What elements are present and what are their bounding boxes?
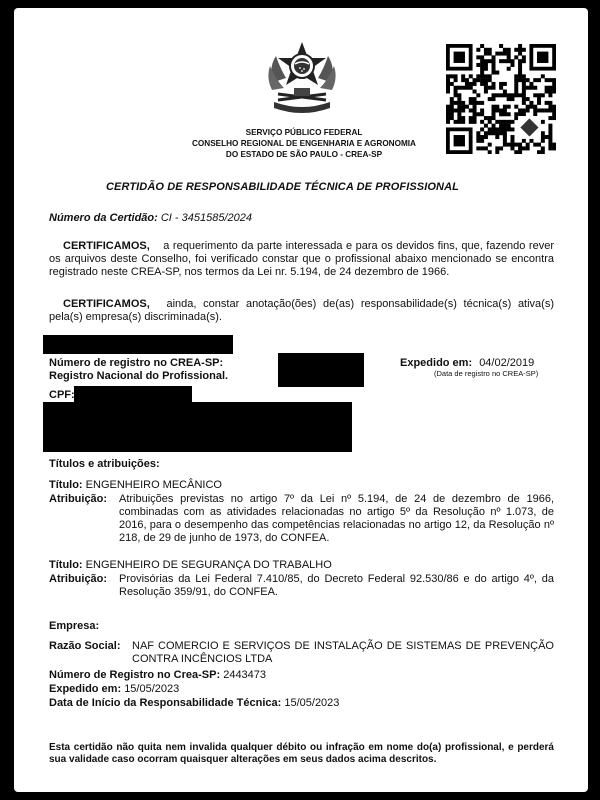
- certify-text-2: ainda, constar anotação(ões) de(as) responsabilidade(s) técnica(s) ativa(s) pela(s) empresa(s) discriminada(s).: [49, 298, 555, 323]
- company-registration: [49, 669, 266, 682]
- certify-paragraph-2: [49, 298, 554, 324]
- registration-issued-label: Expedido em:: [400, 357, 473, 369]
- title-1: [49, 479, 222, 492]
- header-line-3: DO ESTADO DE SÃO PAULO - CREA-SP: [225, 150, 383, 159]
- company-issued-label: Expedido em:: [49, 683, 122, 695]
- titles-heading: Títulos e atribuições:: [49, 458, 160, 470]
- registration-issued-note: (Data de registro no CREA-SP): [434, 369, 539, 378]
- certify-lead-1: CERTIFICAMOS,: [63, 240, 150, 252]
- redacted-personal-data: [43, 402, 352, 452]
- brazil-coat-of-arms-icon: [264, 38, 340, 120]
- certificate-number: [49, 212, 252, 225]
- company-name-label: Razão Social:: [49, 640, 121, 652]
- attribution-2-label: Atribuição:: [49, 573, 108, 585]
- title-1-value: ENGENHEIRO MECÂNICO: [85, 479, 222, 491]
- certificate-number-label: Número da Certidão:: [49, 212, 158, 224]
- certificate-page: [14, 8, 588, 792]
- qr-code-icon[interactable]: [446, 44, 556, 154]
- responsibility-start-value: 15/05/2023: [284, 697, 340, 709]
- certify-lead-2: CERTIFICAMOS,: [63, 298, 150, 310]
- company-registration-label: Número de Registro no Crea-SP:: [49, 669, 221, 681]
- title-2-value: ENGENHEIRO DE SEGURANÇA DO TRABALHO: [85, 559, 332, 571]
- title-2: [49, 559, 332, 572]
- responsibility-start-label: Data de Início da Responsabilidade Técnica:: [49, 697, 282, 709]
- certify-paragraph-1: [49, 240, 554, 279]
- company-registration-value: 2443473: [223, 669, 267, 681]
- cpf-label: CPF:: [49, 389, 75, 401]
- attribution-1-label: Atribuição:: [49, 493, 108, 505]
- title-2-label: Título:: [49, 559, 83, 571]
- attribution-2-value: Provisórias da Lei Federal 7.410/85, do Decreto Federal 92.530/86 e do artigo 4º, da Resolução 359/91, do CONFEA.: [119, 573, 554, 598]
- national-registration-label: Registro Nacional do Profissional.: [49, 370, 229, 382]
- company-issued: [49, 683, 179, 696]
- redacted-professional-name: [43, 335, 233, 354]
- redacted-registration-number: [278, 353, 364, 387]
- document-title: CERTIDÃO DE RESPONSABILIDADE TÉCNICA DE PROFISSIONAL: [106, 181, 459, 193]
- company-name-value: NAF COMERCIO E SERVIÇOS DE INSTALAÇÃO DE SISTEMAS DE PREVENÇÃO CONTRA INCÊNCIOS LTDA: [132, 640, 554, 665]
- responsibility-start: [49, 697, 339, 710]
- title-1-label: Título:: [49, 479, 83, 491]
- certify-text-1: a requerimento da parte interessada e para os devidos fins, que, fazendo rever os arquivos deste Conselho, foi verificado constar que o profissional abaixo mencionado se encontra registrado neste CREA-SP, nos termos da Lei nr. 5.194, de 24 dezembro de 1966.: [49, 240, 554, 278]
- header-line-1: SERVIÇO PÚBLICO FEDERAL: [245, 128, 363, 137]
- certificate-number-value: CI - 3451585/2024: [160, 212, 252, 224]
- registration-issued-value: 04/02/2019: [479, 357, 535, 369]
- footer-disclaimer: Esta certidão não quita nem invalida qualquer débito ou infração em nome do(a) profissional, e perderá sua validade caso ocorram quaisquer alterações em seus dados acima descritos.: [49, 742, 554, 765]
- crea-registration-label: Número de registro no CREA-SP:: [49, 357, 224, 369]
- attribution-1-value: Atribuições previstas no artigo 7º da Lei nº 5.194, de 24 de dezembro de 1966, combinadas com as atividades relacionadas no artigo 5º da Resolução nº 1.073, de 2016, para o desempenho das competências relacionadas no artigo 12, da Resolução nº 218, de 29 de junho de 1973, do CONFEA.: [119, 493, 554, 544]
- company-issued-value: 15/05/2023: [124, 683, 180, 695]
- header-line-2: CONSELHO REGIONAL DE ENGENHARIA E AGRONOMIA: [192, 139, 416, 148]
- company-heading: Empresa:: [49, 620, 100, 632]
